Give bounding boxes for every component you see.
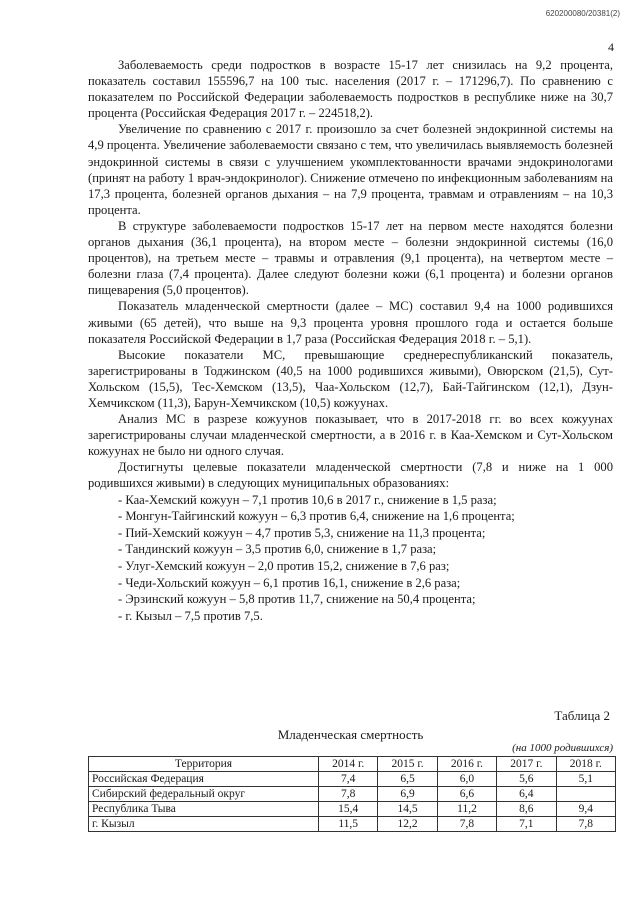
table-row xyxy=(89,772,616,787)
column-header: 2015 г. xyxy=(378,757,437,772)
table-cell: 7,1 xyxy=(497,817,556,832)
table-cell: Республика Тыва xyxy=(89,802,319,817)
table-cell: 7,4 xyxy=(319,772,378,787)
table-cell xyxy=(556,787,615,802)
table-cell: 6,9 xyxy=(378,787,437,802)
paragraph: Высокие показатели МС, превышающие среднереспубликанский показатель, зарегистрированы в Тоджинском (40,5 на 1000 родившихся живыми), Овюрском (21,5), Сут-Хольском (15,5), Тес-Хемском (13,5), Чаа-Хольском (12,7), Бай-Тайгинском (12,1), Дзун-Хемчикском (11,3), Барун-Хемчикском (10,5) кожуунах. xyxy=(88,347,613,410)
paragraph: Заболеваемость среди подростков в возрасте 15-17 лет снизилась на 9,2 процента, показатель составил 155596,7 на 100 тыс. населения (2017 г. – 171296,7). По сравнению с показателем по Российской Федерации заболеваемость подростков в республике ниже на 30,7 процента (Российская Федерация 2017 г. – 224518,2). xyxy=(88,58,613,121)
column-header: 2016 г. xyxy=(437,757,496,772)
infant-mortality-table xyxy=(88,756,616,832)
list-item: - Чеди-Хольский кожуун – 6,1 против 16,1, снижение в 2,6 раза; xyxy=(118,575,461,590)
table-label: Таблица 2 xyxy=(554,708,610,723)
list-item: - Тандинский кожуун – 3,5 против 6,0, снижение в 1,7 раза; xyxy=(118,542,437,557)
document-body xyxy=(88,57,613,624)
list-item: - Каа-Хемский кожуун – 7,1 против 10,6 в 2017 г., снижение в 1,5 раза; xyxy=(118,492,497,507)
municipality-list xyxy=(88,492,613,625)
paragraph: В структуре заболеваемости подростков 15-17 лет на первом месте находятся болезни органов дыхания (36,1 процента), на втором месте – болезни эндокринной системы (16,0 процентов), на третьем месте – травмы и отравления (9,1 процента), на четвертом месте – болезни глаза (7,4 процента). Далее следуют болезни кожи (6,1 процента) и болезни органов пищеварения (5,0 процентов). xyxy=(88,218,613,298)
table-cell: 7,8 xyxy=(437,817,496,832)
list-item: - Монгун-Тайгинский кожуун – 6,3 против 6,4, снижение на 1,6 процента; xyxy=(118,509,515,524)
paragraph: Достигнуты целевые показатели младенческой смертности (7,8 и ниже на 1 000 родившихся живыми) в следующих муниципальных образованиях: xyxy=(88,460,613,491)
list-item: - Пий-Хемский кожуун – 4,7 против 5,3, снижение на 11,3 процента; xyxy=(118,525,486,540)
table-header-row xyxy=(89,757,616,772)
table-cell: 5,1 xyxy=(556,772,615,787)
table-unit: (на 1000 родившихся) xyxy=(512,742,613,754)
table-cell: 7,8 xyxy=(319,787,378,802)
table-cell: 9,4 xyxy=(556,802,615,817)
paragraph: Увеличение по сравнению с 2017 г. произошло за счет болезней эндокринной системы на 4,9 процента. Увеличение заболеваемости связано с тем, что увеличилась выявляемость болезней эндокринной системы в связи с улучшением укомплектованности врачами эндокринологами (принят на работу 1 врач-эндокринолог). Снижение отмечено по инфекционным заболеваниям на 17,3 процента, болезней органов дыхания – на 7,9 процента, травмам и отравлениям – на 10,3 процента. xyxy=(88,122,613,217)
column-header: 2017 г. xyxy=(497,757,556,772)
paragraph: Анализ МС в разрезе кожуунов показывает, что в 2017-2018 гг. во всех кожуунах зарегистрированы случаи младенческой смертности, а в 2016 г. в Каа-Хемском и Сут-Хольском кожуунах не было ни одного случая. xyxy=(88,412,613,459)
table-cell: 7,8 xyxy=(556,817,615,832)
paragraph: Показатель младенческой смертности (далее – МС) составил 9,4 на 1000 родившихся живыми (65 детей), что выше на 9,3 процента уровня прошлого года и остается больше показателя Российской Федерации в 1,7 раза (Российская Федерация 2018 г. – 5,1). xyxy=(88,299,613,346)
table-cell: 12,2 xyxy=(378,817,437,832)
page-number: 4 xyxy=(608,40,614,54)
table-cell: Сибирский федеральный округ xyxy=(89,787,319,802)
table-cell: 6,5 xyxy=(378,772,437,787)
table-cell: Российская Федерация xyxy=(89,772,319,787)
table-row xyxy=(89,802,616,817)
table-cell: 6,0 xyxy=(437,772,496,787)
table-cell: 5,6 xyxy=(497,772,556,787)
table-cell: 14,5 xyxy=(378,802,437,817)
column-header: 2018 г. xyxy=(556,757,615,772)
list-item: - Улуг-Хемский кожуун – 2,0 против 15,2, снижение в 7,6 раз; xyxy=(118,558,450,573)
document-id: 620200080/20381(2) xyxy=(545,9,620,18)
column-header: Территория xyxy=(89,757,319,772)
table-row xyxy=(89,817,616,832)
table-cell: 11,2 xyxy=(437,802,496,817)
table-title: Младенческая смертность xyxy=(277,727,424,742)
table-cell: 6,4 xyxy=(497,787,556,802)
column-header: 2014 г. xyxy=(319,757,378,772)
table-cell: г. Кызыл xyxy=(89,817,319,832)
table-cell: 15,4 xyxy=(319,802,378,817)
table-cell: 11,5 xyxy=(319,817,378,832)
table-cell: 8,6 xyxy=(497,802,556,817)
list-item: - г. Кызыл – 7,5 против 7,5. xyxy=(118,608,263,623)
table-row xyxy=(89,787,616,802)
table-cell: 6,6 xyxy=(437,787,496,802)
list-item: - Эрзинский кожуун – 5,8 против 11,7, снижение на 50,4 процента; xyxy=(118,592,476,607)
